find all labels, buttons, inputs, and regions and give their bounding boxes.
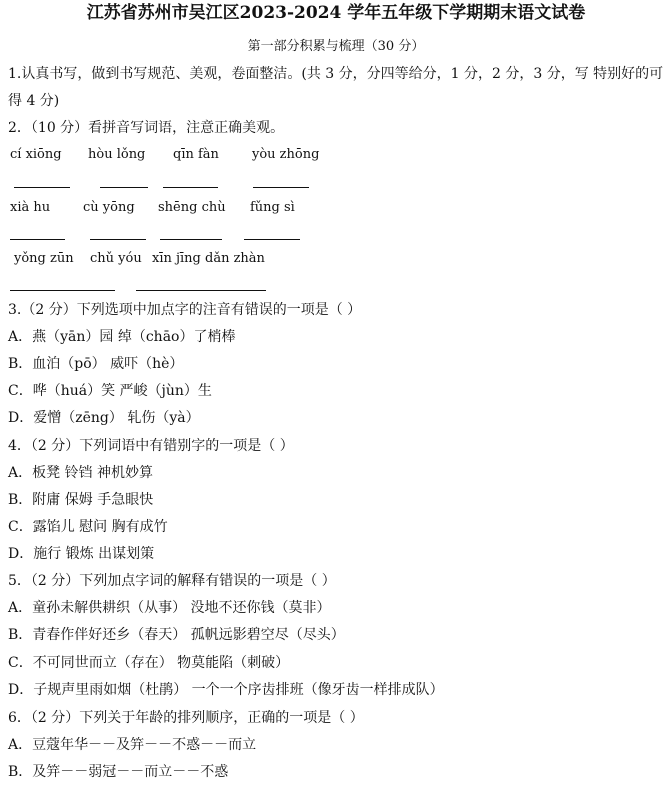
pinyin-item: cí xiōng	[10, 147, 62, 162]
q1-text-cont: 得 4 分)	[8, 93, 60, 109]
q2-stem: 2．（10 分）看拼音写词语，注意正确美观。	[8, 120, 285, 136]
q1-text: 1.认真书写，做到书写规范、美观，卷面整洁。(共 3 分，分四等给分，1 分，2 分，3 分，写 特别好的可	[8, 66, 664, 82]
answer-blank[interactable]	[253, 187, 309, 188]
q5-option-b: B．青春作伴好还乡（春天） 孤帆远影碧空尽（尽头）	[8, 627, 345, 643]
q3-option-c: C．哗（huá）笑 严峻（jùn）生	[8, 383, 212, 399]
answer-blank[interactable]	[100, 187, 148, 188]
q4-option-d: D．施行 锻炼 出谋划策	[8, 546, 155, 562]
pinyin-item: chǔ yóu	[90, 251, 142, 266]
pinyin-item: yǒng zūn	[14, 251, 74, 266]
q3-option-a: A．燕（yān）园 绰（chāo）了梢棒	[8, 329, 236, 345]
q5-option-c: C．不可同世而立（存在） 物莫能陷（刺破）	[8, 655, 290, 671]
q4-stem: 4．（2 分）下列词语中有错别字的一项是（ ）	[8, 438, 294, 454]
q5-option-d: D．子规声里雨如烟（杜鹃） 一个一个序齿排班（像牙齿一样排成队）	[8, 682, 444, 698]
pinyin-item: cù yōng	[83, 200, 135, 215]
q3-stem: 3.（2 分）下列选项中加点字的注音有错误的一项是（ ）	[8, 302, 362, 318]
pinyin-row-1	[0, 146, 672, 164]
q3-option-b: B．血泊（pō） 威吓（hè）	[8, 356, 184, 372]
section-heading: 第一部分积累与梳理（30 分）	[247, 39, 425, 54]
q3-option-d: D．爱憎（zēng） 轧伤（yà）	[8, 410, 200, 426]
answer-blank[interactable]	[10, 290, 115, 291]
pinyin-item: qīn fàn	[173, 147, 219, 162]
answer-blank[interactable]	[10, 239, 65, 240]
q4-option-b: B．附庸 保姆 手急眼快	[8, 492, 154, 508]
q4-option-c: C．露馅儿 慰问 胸有成竹	[8, 519, 168, 535]
q6-option-b: B．及笄－－弱冠－－而立－－不惑	[8, 764, 229, 780]
exam-title: 江苏省苏州市吴江区2023-2024 学年五年级下学期期末语文试卷	[86, 3, 586, 23]
pinyin-item: xīn jīng dǎn zhàn	[152, 251, 265, 266]
pinyin-item: shēng chù	[158, 200, 226, 215]
pinyin-item: fǔng sì	[250, 200, 295, 215]
q5-option-a: A．童孙未解供耕织（从事） 没地不还你钱（莫非）	[8, 600, 331, 616]
answer-blank[interactable]	[90, 239, 146, 240]
answer-blank[interactable]	[136, 290, 266, 291]
answer-blank[interactable]	[160, 239, 222, 240]
answer-blank[interactable]	[163, 187, 218, 188]
pinyin-item: yòu zhōng	[252, 147, 320, 162]
q4-option-a: A．板凳 铃铛 神机妙算	[8, 465, 154, 481]
answer-blank[interactable]	[14, 187, 70, 188]
answer-blank[interactable]	[244, 239, 300, 240]
q5-stem: 5．（2 分）下列加点字词的解释有错误的一项是（ ）	[8, 573, 336, 589]
pinyin-item: xià hu	[10, 200, 51, 215]
pinyin-item: hòu lǒng	[88, 147, 146, 162]
pinyin-row-3	[0, 250, 672, 268]
q6-stem: 6．（2 分）下列关于年龄的排列顺序，正确的一项是（ ）	[8, 710, 364, 726]
q6-option-a: A．豆蔻年华－－及笄－－不惑－－而立	[8, 737, 257, 753]
pinyin-row-2	[0, 199, 672, 217]
